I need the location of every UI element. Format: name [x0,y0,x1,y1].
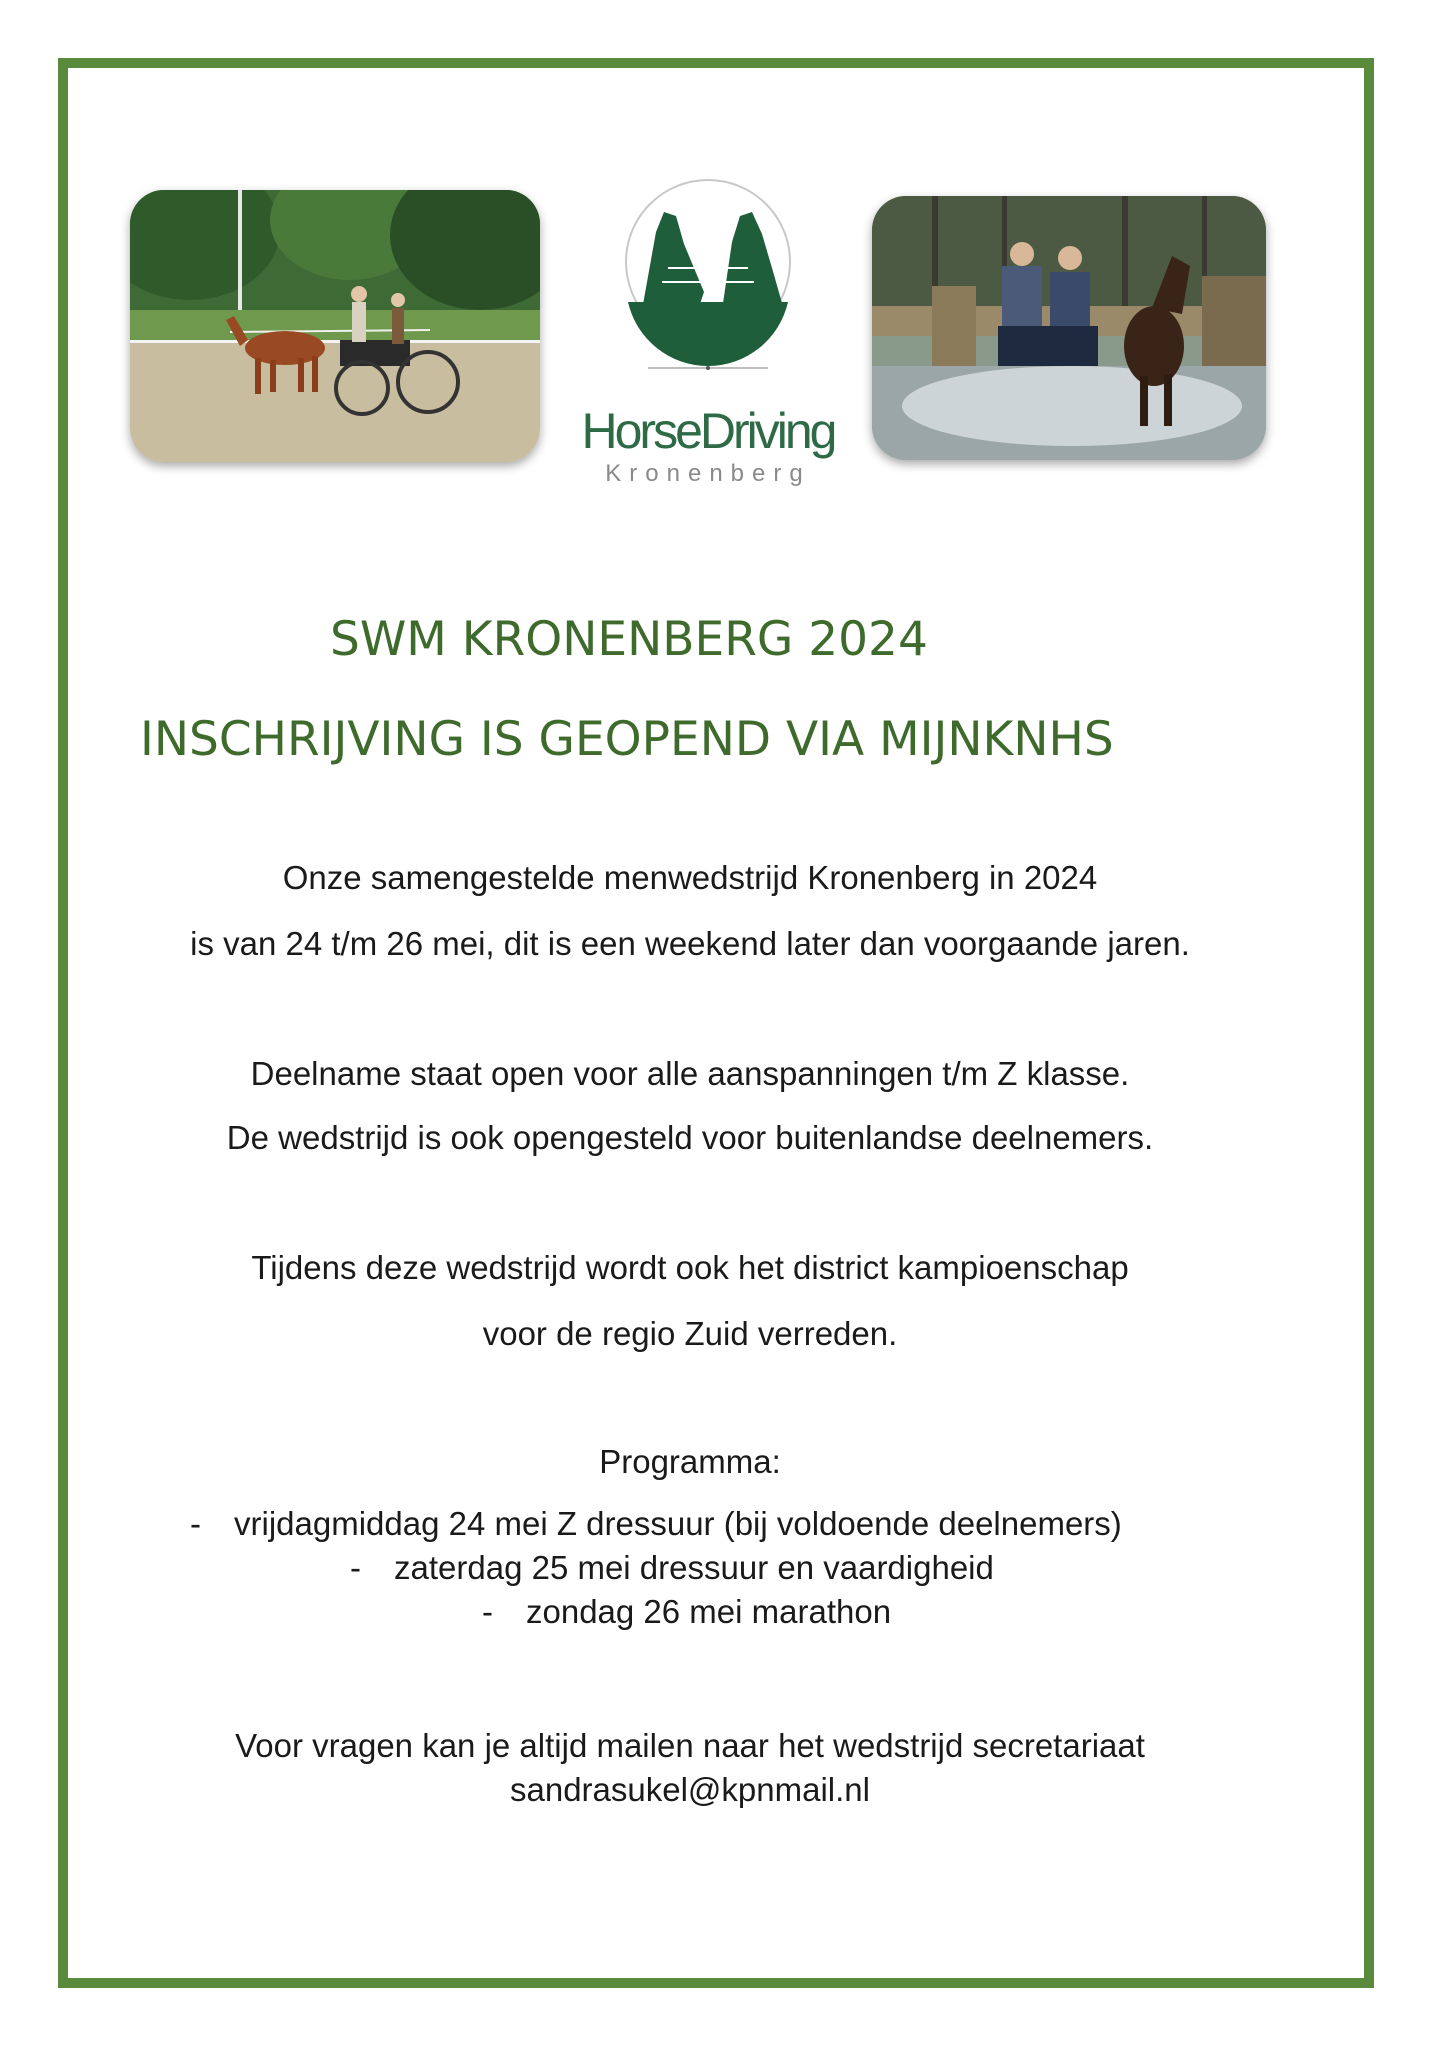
championship-line-2: voor de regio Zuid verreden. [482,1315,898,1352]
horse-heads-emblem-icon [572,172,844,402]
intro-line-1: Onze samengestelde menwedstrijd Kronenberg in 2024 [282,859,1098,896]
horse-carriage-marathon-water-photo [872,196,1266,460]
horse-carriage-dressage-photo [130,190,540,462]
horse-driving-kronenberg-logo [572,172,844,492]
event-title: SWM KRONENBERG 2024 [330,612,928,667]
logo-wordmark: HorseDriving [581,403,835,459]
programma-item-text: zondag 26 mei marathon [526,1593,892,1630]
programma-bullet: - [350,1549,361,1586]
intro-line-2: is van 24 t/m 26 mei, dit is een weekend later dan voorgaande jaren. [190,925,1190,962]
participation-line-2: De wedstrijd is ook opengesteld voor buitenlandse deelnemers. [226,1119,1154,1156]
participation-line-1: Deelname staat open voor alle aanspanningen t/m Z klasse. [250,1055,1130,1092]
programma-heading: Programma: [599,1443,781,1480]
contact-line: Voor vragen kan je altijd mailen naar het wedstrijd secretariaat [235,1727,1145,1764]
programma-bullet: - [482,1593,493,1630]
programma-item-text: vrijdagmiddag 24 mei Z dressuur (bij voldoende deelnemers) [234,1505,1122,1542]
programma-item-text: zaterdag 25 mei dressuur en vaardigheid [394,1549,994,1586]
registration-open-heading: INSCHRIJVING IS GEOPEND VIA MIJNKNHS [140,712,1114,767]
logo-subtitle: Kronenberg [605,460,811,487]
contact-email: sandrasukel@kpnmail.nl [509,1771,870,1808]
programma-item [190,1504,1122,1544]
championship-line-1: Tijdens deze wedstrijd wordt ook het district kampioenschap [251,1249,1129,1286]
programma-bullet: - [190,1505,201,1542]
programma-item [482,1592,891,1632]
programma-item [350,1548,994,1588]
